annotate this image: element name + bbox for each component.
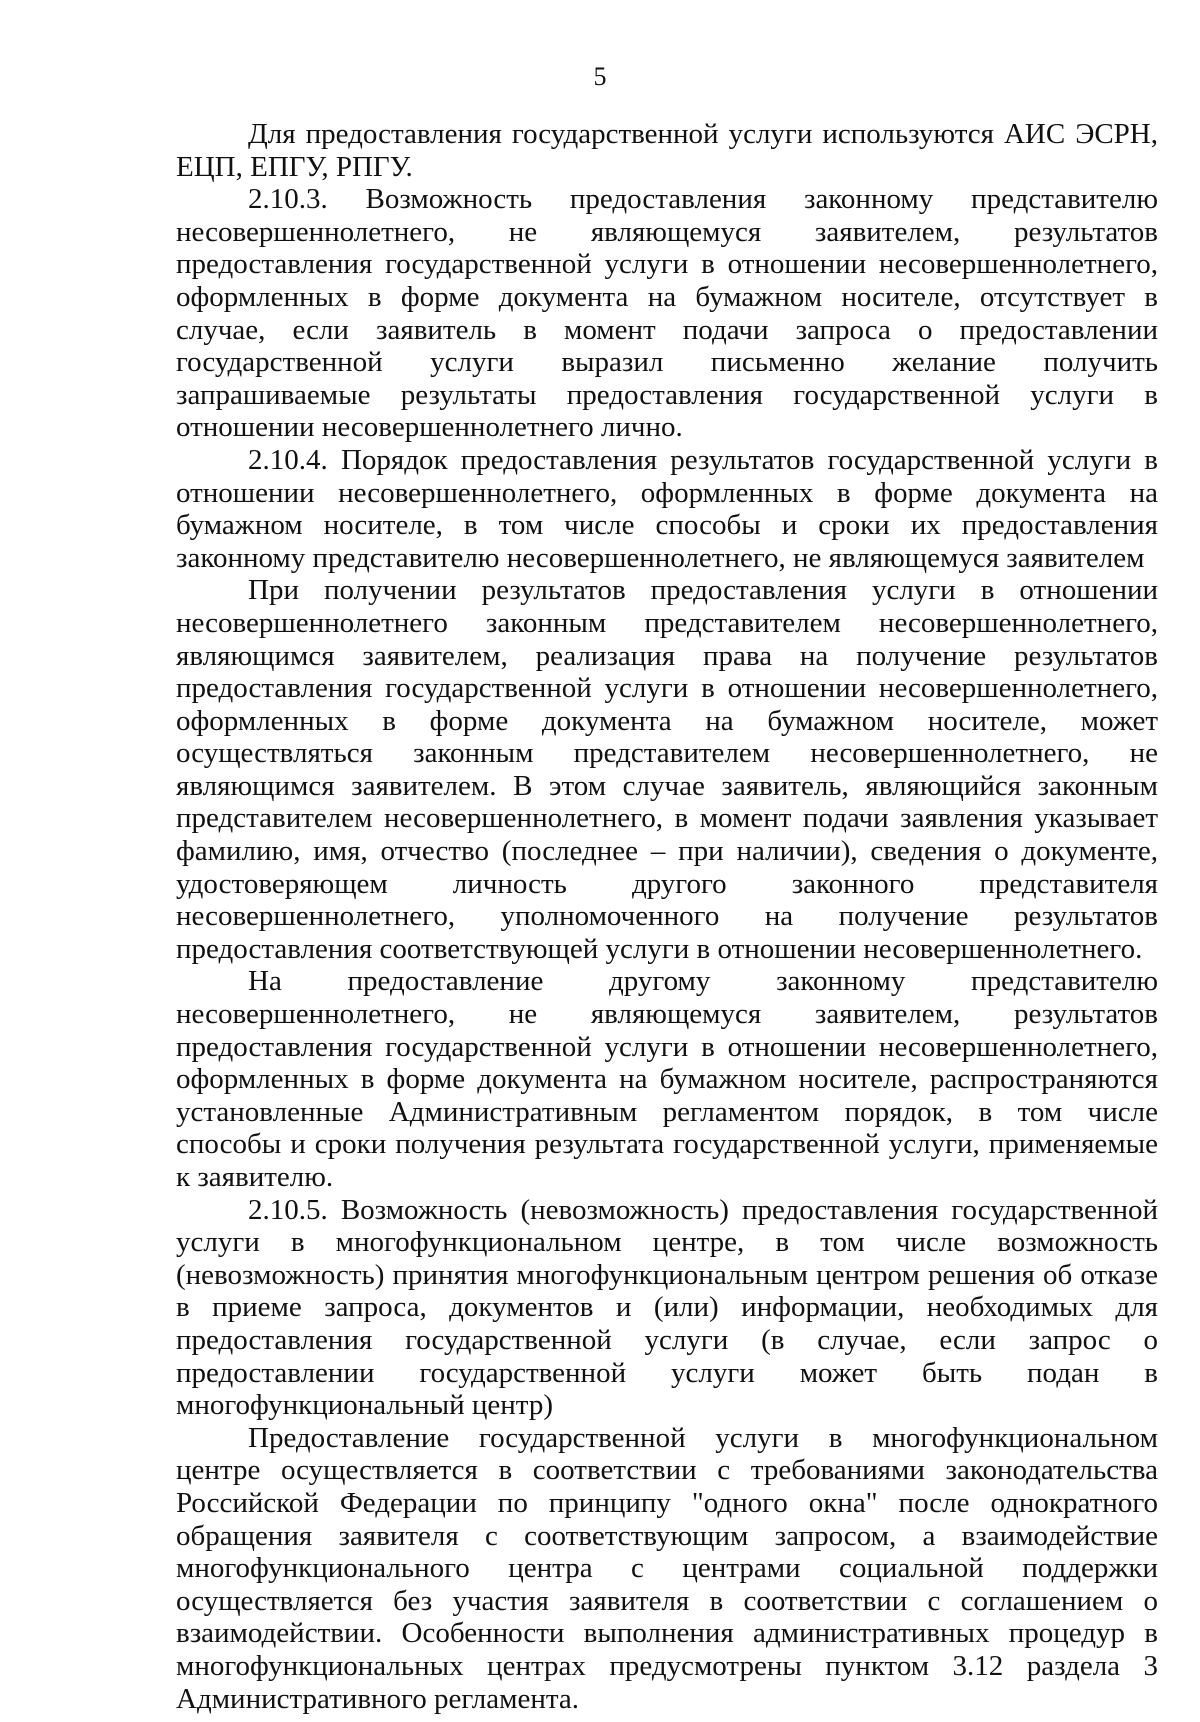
page-number: 5 [593, 62, 607, 91]
paragraph-receiving-results: При получении результатов предоставления услуги в отношении несовершеннолетнего законным представителем несовершеннолетнего, являющимся заявителем, реализация права на получение результатов предоставления государственной услуги в отношении несовершеннолетнего, оформленных в форме документа на бумажном носителе, может осуществляться законным представителем несовершеннолетнего, не являющимся заявителем. В этом случае заявитель, являющийся законным представителем несовершеннолетнего, в момент подачи заявления указывает фамилию, имя, отчество (последнее – при наличии), сведения о документе, удостоверяющем личность другого законного представителя несовершеннолетнего, уполномоченного на получение результатов предоставления соответствующей услуги в отношении несовершеннолетнего. [176, 574, 1158, 965]
paragraph-2-10-3: 2.10.3. Возможность предоставления законному представителю несовершеннолетнего, не являющемуся заявителем, результатов предоставления государственной услуги в отношении несовершеннолетнего, оформленных в форме документа на бумажном носителе, отсутствует в случае, если заявитель в момент подачи запроса о предоставлении государственной услуги выразил письменно желание получить запрашиваемые результаты предоставления государственной услуги в отношении несовершеннолетнего лично. [176, 183, 1158, 444]
paragraph-2-10-4: 2.10.4. Порядок предоставления результатов государственной услуги в отношении несовершеннолетнего, оформленных в форме документа на бумажном носителе, в том числе способы и сроки их предоставления законному представителю несовершеннолетнего, не являющемуся заявителем [176, 443, 1158, 574]
document-body [176, 118, 1158, 1715]
paragraph-other-representative: На предоставление другому законному представителю несовершеннолетнего, не являющемуся заявителем, результатов предоставления государственной услуги в отношении несовершеннолетнего, оформленных в форме документа на бумажном носителе, распространяются установленные Административным регламентом порядок, в том числе способы и сроки получения результата государственной услуги, применяемые к заявителю. [176, 965, 1158, 1193]
paragraph-mfc-service: Предоставление государственной услуги в многофункциональном центре осуществляется в соответствии с требованиями законодательства Российской Федерации по принципу "одного окна" после однократного обращения заявителя с соответствующим запросом, а взаимодействие многофункционального центра с центрами социальной поддержки осуществляется без участия заявителя в соответствии с соглашением о взаимодействии. Особенности выполнения административных процедур в многофункциональных центрах предусмотрены пунктом 3.12 раздела 3 Административного регламента. [176, 1421, 1158, 1715]
paragraph-2-10-5: 2.10.5. Возможность (невозможность) предоставления государственной услуги в многофункциональном центре, в том числе возможность (невозможность) принятия многофункциональным центром решения об отказе в приеме запроса, документов и (или) информации, необходимых для предоставления государственной услуги (в случае, если запрос о предоставлении государственной услуги может быть подан в многофункциональный центр) [176, 1193, 1158, 1422]
paragraph-systems-used: Для предоставления государственной услуги используются АИС ЭСРН, ЕЦП, ЕПГУ, РПГУ. [176, 118, 1158, 183]
